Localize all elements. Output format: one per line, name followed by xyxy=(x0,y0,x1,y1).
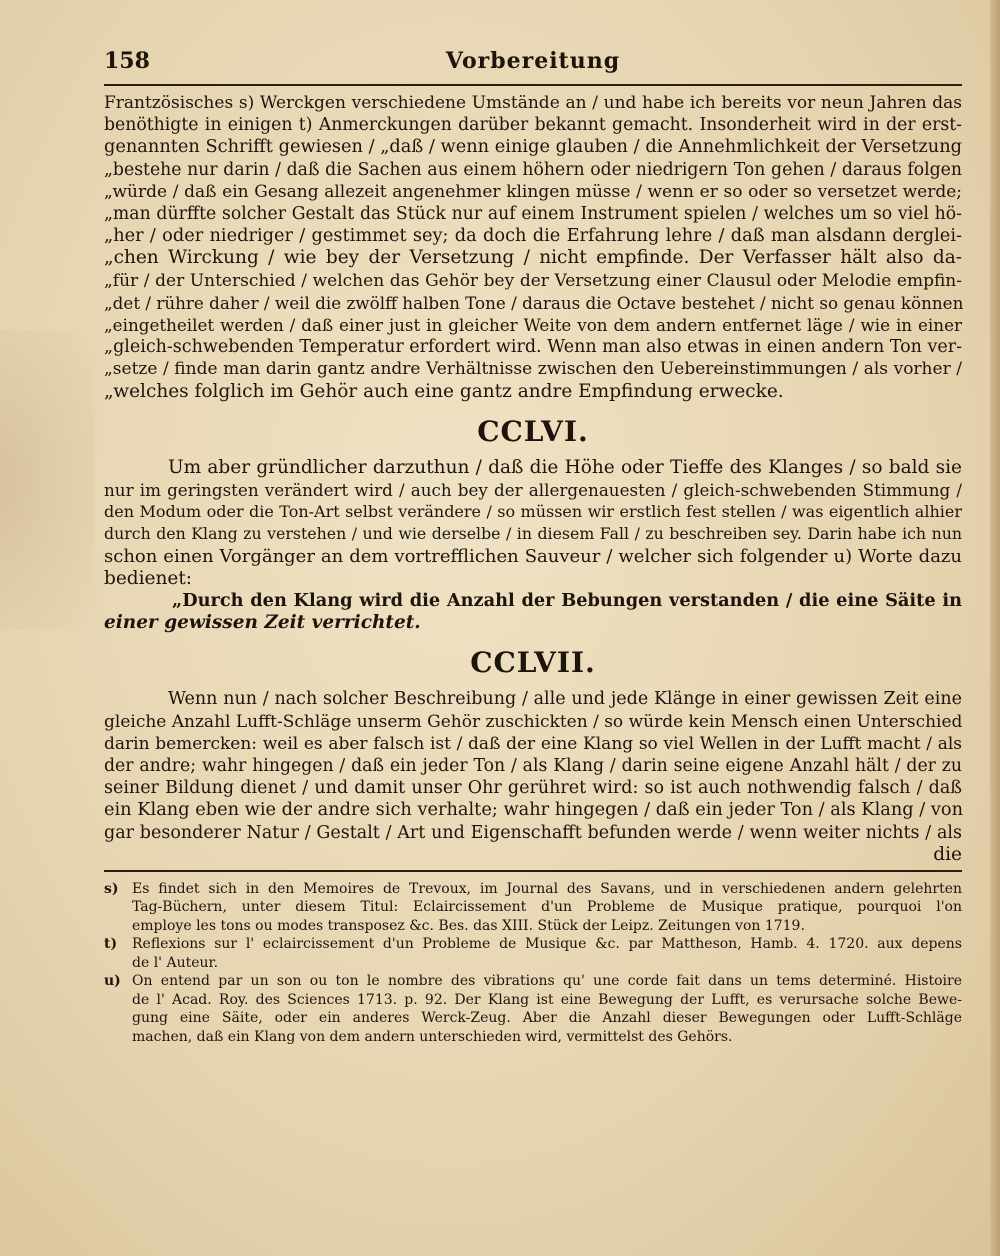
footnote-t xyxy=(104,935,962,972)
footnote-line: de l' Acad. Roy. des Sciences 1713. p. 92. Der Klang ist eine Bewegung der Lufft, es verursache solche Bewe- xyxy=(132,991,962,1008)
catchword: die xyxy=(933,843,962,865)
paper-stain xyxy=(0,330,95,630)
text-line: Frantzösisches s) Werckgen verschiedene Umstände an / und habe ich bereits vor neun Jahren das xyxy=(104,93,962,113)
text-line: „det / rühre daher / weil die zwölff halben Tone / daraus die Octave bestehet / nicht so genau können xyxy=(104,292,964,313)
text-line: der andre; wahr hingegen / daß ein jeder Ton / als Klang / darin seine eigene Anzahl hält / der zu xyxy=(104,756,962,777)
footnote-mark: s) xyxy=(104,880,119,897)
footnote-rule xyxy=(104,870,962,872)
text-line: darin bemercken: weil es aber falsch ist / daß der eine Klang so viel Wellen in der Lufft macht / als xyxy=(104,733,962,754)
text-line: „würde / daß ein Gesang allezeit angenehmer klingen müsse / wenn er so oder so versetzet werde; xyxy=(104,181,962,202)
text-line: „man dürffte solcher Gestalt das Stück nur auf einem Instrument spielen / welches um so viel hö- xyxy=(104,204,962,225)
text-line: „her / oder niedriger / gestimmet sey; da doch die Erfahrung lehre / daß man alsdann derglei- xyxy=(104,226,962,247)
footnote-line: employe les tons ou modes transposez &c. Bes. das XIII. Stück der Leipz. Zeitungen von 1719. xyxy=(132,917,805,934)
footnote-line: machen, daß ein Klang von dem andern unterschieden wird, vermittelst des Gehörs. xyxy=(132,1028,733,1045)
text-line: benöthigte in einigen t) Anmerckungen darüber bekannt gemacht. Insonderheit wird in der erst- xyxy=(104,115,962,136)
text-line: „setze / finde man darin gantz andre Verhältnisse zwischen den Uebereinstimmungen / als vorher / xyxy=(104,359,962,380)
text-line: durch den Klang zu verstehen / und wie derselbe / in diesem Fall / zu beschreiben sey. Darin habe ich nun xyxy=(104,524,962,544)
footnote-line: Tag-Büchern, unter diesem Titul: Eclaircissement d'un Probleme de Musique pratique, pourquoi l'on xyxy=(132,899,962,916)
text-line: „für / der Unterschied / welchen das Gehör bey der Versetzung einer Clausul oder Melodie empfin- xyxy=(104,270,962,291)
paragraph-continued xyxy=(104,92,962,403)
page-header xyxy=(104,48,962,86)
text-line: Um aber gründlicher darzuthun / daß die Höhe oder Tieffe des Klanges / so bald sie xyxy=(168,456,962,478)
footnote-line: Reflexions sur l' eclaircissement d'un Probleme de Musique &c. par Mattheson, Hamb. 4. 1720. aux depens xyxy=(132,936,962,953)
text-line: „welches folglich im Gehör auch eine gantz andre Empfindung erwecke. xyxy=(104,380,784,402)
section-heading-256: CCLVI. xyxy=(477,414,589,448)
text-line: Wenn nun / nach solcher Beschreibung / alle und jede Klänge in einer gewissen Zeit eine xyxy=(168,689,962,710)
text-line: seiner Bildung dienet / und damit unser Ohr gerühret wird: so ist auch nothwendig falsch / daß xyxy=(104,778,962,799)
text-line: gar besonderer Natur / Gestalt / Art und Eigenschafft befunden werde / wenn weiter nichts / als xyxy=(104,822,962,843)
text-line: den Modum oder die Ton-Art selbst verändere / so müssen wir erstlich fest stellen / was eigentlich alhier xyxy=(104,502,962,522)
footnote-line: Es findet sich in den Memoires de Trevoux, im Journal des Savans, und in verschiedenen andern gelehrten xyxy=(132,880,962,897)
footnote-mark: u) xyxy=(104,973,121,990)
footnote-line: gung eine Säite, oder ein anderes Werck-Zeug. Aber die Anzahl dieser Bewegungen oder Lufft-Schläge xyxy=(132,1010,962,1027)
section-heading-257: CCLVII. xyxy=(470,646,596,680)
quote-line: einer gewissen Zeit verrichtet. xyxy=(104,612,421,634)
quote-line: „Durch den Klang wird die Anzahl der Bebungen verstanden / die eine Säite in xyxy=(172,590,962,612)
text-line: gleiche Anzahl Lufft-Schläge unserm Gehör zuschickten / so würde kein Mensch einen Unterschied xyxy=(104,711,963,732)
text-line: „eingetheilet werden / daß einer just in gleicher Weite von dem andern entfernet läge / wie in einer xyxy=(104,315,962,336)
footnote-s xyxy=(104,880,962,936)
footnotes xyxy=(104,880,962,1047)
footnote-line: de l' Auteur. xyxy=(132,954,219,971)
text-line: schon einen Vorgänger an dem vortrefflichen Sauveur / welcher sich folgender u) Worte dazu xyxy=(104,545,962,567)
page-edge xyxy=(990,0,1000,1256)
text-line: „bestehe nur darin / daß die Sachen aus einem höhern oder niedrigern Ton gehen / daraus folgen xyxy=(104,159,962,180)
text-line: ein Klang eben wie der andre sich verhalte; wahr hingegen / daß ein jeder Ton / als Klang / von xyxy=(104,800,964,821)
footnote-mark: t) xyxy=(104,936,118,953)
footnote-line: On entend par un son ou ton le nombre des vibrations qu' une corde fait dans un tems determiné. Histoire xyxy=(132,973,962,990)
footnote-u xyxy=(104,972,962,1046)
section-256-body xyxy=(104,457,962,635)
running-head: Vorbereitung xyxy=(445,48,621,74)
text-line: bedienet: xyxy=(104,567,193,589)
text-line: genannten Schrifft gewiesen / „daß / wenn einige glauben / die Annehmlichkeit der Versetzung xyxy=(104,137,962,158)
section-257-body xyxy=(104,688,962,865)
text-line: „gleich-schwebenden Temperatur erfordert wird. Wenn man also etwas in einen andern Ton ver- xyxy=(104,337,963,358)
text-line: nur im geringsten verändert wird / auch bey der allergenauesten / gleich-schwebenden Stimmung / xyxy=(104,480,962,501)
page-number: 158 xyxy=(104,48,150,74)
text-line: „chen Wirckung / wie bey der Versetzung / nicht empfinde. Der Verfasser hält also da- xyxy=(104,247,962,269)
